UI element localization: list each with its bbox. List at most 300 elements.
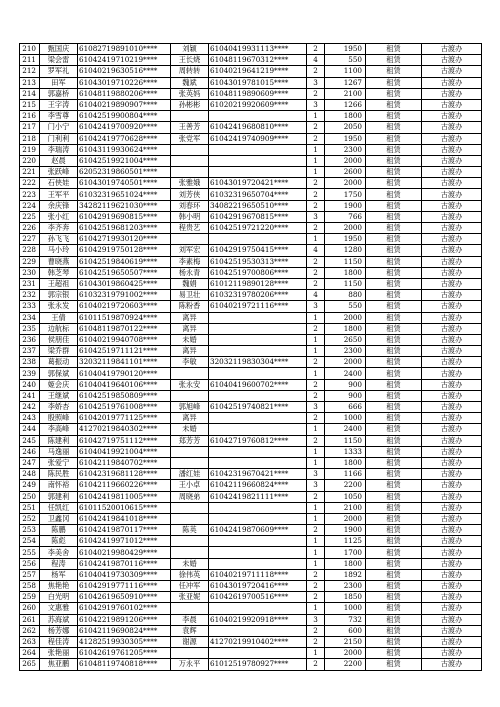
table-row (20, 346, 482, 357)
row-number-cell: 251 (20, 502, 40, 513)
row-number-cell: 231 (20, 278, 40, 289)
applicant-id-cell: 61042219891206**** (78, 614, 171, 625)
applicant-id-cell: 61042519840619**** (78, 256, 171, 267)
spouse-name-cell (171, 111, 209, 122)
applicant-name-cell: 罗军礼 (40, 66, 78, 77)
applicant-id-cell: 61040219980429**** (78, 547, 171, 558)
spouse-id-cell: 61042419821111**** (209, 491, 307, 502)
housing-type-cell: 租赁 (366, 44, 422, 55)
spouse-name-cell: 刘芳侠 (171, 189, 209, 200)
amount-cell: 2000 (325, 223, 366, 234)
household-size-cell: 1 (307, 513, 325, 524)
row-number-cell: 253 (20, 525, 40, 536)
amount-cell: 1333 (325, 446, 366, 457)
table-row (20, 368, 482, 379)
housing-type-cell: 租赁 (366, 167, 422, 178)
housing-type-cell: 租赁 (366, 368, 422, 379)
applicant-id-cell: 61042519850809**** (78, 390, 171, 401)
applicant-id-cell: 61042419811005**** (78, 491, 171, 502)
table-row (20, 211, 482, 222)
amount-cell: 2000 (325, 513, 366, 524)
housing-type-cell: 租赁 (366, 581, 422, 592)
spouse-name-cell: 孙彬彬 (171, 99, 209, 110)
spouse-name-cell: 未婚 (171, 558, 209, 569)
housing-type-cell: 租赁 (366, 603, 422, 614)
spouse-name-cell: 离异 (171, 312, 209, 323)
housing-type-cell: 租赁 (366, 435, 422, 446)
housing-type-cell: 租赁 (366, 625, 422, 636)
spouse-name-cell: 杨永青 (171, 267, 209, 278)
office-cell: 古渡办 (422, 111, 482, 122)
housing-type-cell: 租赁 (366, 536, 422, 547)
office-cell: 古渡办 (422, 614, 482, 625)
household-size-cell: 1 (307, 547, 325, 558)
spouse-id-cell: 61043019720421**** (209, 178, 307, 189)
housing-type-cell: 租赁 (366, 413, 422, 424)
applicant-id-cell: 61048119740818**** (78, 659, 171, 670)
spouse-name-cell: 袁辉 (171, 625, 209, 636)
applicant-name-cell: 文惠雅 (40, 603, 78, 614)
applicant-name-cell: 程佳涛 (40, 636, 78, 647)
applicant-name-cell: 门利利 (40, 133, 78, 144)
spouse-id-cell (209, 323, 307, 334)
applicant-id-cell: 61040219630516**** (78, 66, 171, 77)
table-row (20, 424, 482, 435)
applicant-id-cell: 61042119660226**** (78, 480, 171, 491)
office-cell: 古渡办 (422, 625, 482, 636)
applicant-name-cell: 王军平 (40, 189, 78, 200)
applicant-id-cell: 61082719891010**** (78, 44, 171, 55)
applicant-name-cell: 李瑞涛 (40, 144, 78, 155)
spouse-name-cell: 陈粉香 (171, 301, 209, 312)
household-size-cell: 1 (307, 334, 325, 345)
applicant-name-cell: 张永发 (40, 301, 78, 312)
applicant-name-cell: 田军 (40, 77, 78, 88)
amount-cell: 2100 (325, 88, 366, 99)
household-size-cell: 2 (307, 88, 325, 99)
applicant-id-cell: 61040219720603**** (78, 301, 171, 312)
amount-cell: 2000 (325, 357, 366, 368)
office-cell: 古渡办 (422, 659, 482, 670)
amount-cell: 880 (325, 290, 366, 301)
office-cell: 古渡办 (422, 379, 482, 390)
table-row (20, 357, 482, 368)
office-cell: 古渡办 (422, 144, 482, 155)
spouse-name-cell: 刘军宏 (171, 245, 209, 256)
spouse-name-cell: 离异 (171, 346, 209, 357)
applicant-name-cell: 梁会雷 (40, 55, 78, 66)
row-number-cell: 229 (20, 256, 40, 267)
office-cell: 古渡办 (422, 234, 482, 245)
spouse-name-cell: 韩小明 (171, 211, 209, 222)
amount-cell: 2150 (325, 636, 366, 647)
row-number-cell: 249 (20, 480, 40, 491)
applicant-name-cell: 郭宗银 (40, 290, 78, 301)
applicant-name-cell: 孙飞飞 (40, 234, 78, 245)
applicant-name-cell: 张爱宁 (40, 457, 78, 468)
household-size-cell: 2 (307, 66, 325, 77)
housing-type-cell: 租赁 (366, 491, 422, 502)
housing-type-cell: 租赁 (366, 424, 422, 435)
spouse-id-cell (209, 144, 307, 155)
amount-cell: 2200 (325, 480, 366, 491)
household-size-cell: 2 (307, 581, 325, 592)
housing-type-cell: 租赁 (366, 144, 422, 155)
spouse-name-cell (171, 155, 209, 166)
row-number-cell: 250 (20, 491, 40, 502)
applicant-name-cell: 王超祖 (40, 278, 78, 289)
amount-cell: 1150 (325, 278, 366, 289)
household-size-cell: 2 (307, 636, 325, 647)
amount-cell: 1166 (325, 469, 366, 480)
row-number-cell: 261 (20, 614, 40, 625)
applicant-name-cell: 石侠娃 (40, 178, 78, 189)
office-cell: 古渡办 (422, 211, 482, 222)
spouse-name-cell: 程贵艺 (171, 223, 209, 234)
household-size-cell: 2 (307, 189, 325, 200)
spouse-name-cell: 离异 (171, 413, 209, 424)
spouse-id-cell: 61042519721220**** (209, 223, 307, 234)
table-row (20, 200, 482, 211)
housing-type-cell: 租赁 (366, 346, 422, 357)
applicant-name-cell: 余庆锋 (40, 200, 78, 211)
applicant-id-cell: 61048119880206**** (78, 88, 171, 99)
office-cell: 古渡办 (422, 55, 482, 66)
table-row (20, 144, 482, 155)
applicant-name-cell: 程涛 (40, 558, 78, 569)
household-size-cell: 1 (307, 558, 325, 569)
amount-cell: 1800 (325, 267, 366, 278)
office-cell: 古渡办 (422, 581, 482, 592)
spouse-id-cell: 61040219721116**** (209, 301, 307, 312)
housing-type-cell: 租赁 (366, 77, 422, 88)
row-number-cell: 235 (20, 323, 40, 334)
row-number-cell: 221 (20, 167, 40, 178)
applicant-id-cell: 61043019860425**** (78, 278, 171, 289)
table-row (20, 547, 482, 558)
applicant-name-cell: 赵晨 (40, 155, 78, 166)
row-number-cell: 233 (20, 301, 40, 312)
spouse-id-cell: 61032319650704**** (209, 189, 307, 200)
spouse-name-cell (171, 513, 209, 524)
applicant-name-cell: 杨军 (40, 569, 78, 580)
table-row (20, 446, 482, 457)
office-cell: 古渡办 (422, 636, 482, 647)
row-number-cell: 224 (20, 200, 40, 211)
table-row (20, 223, 482, 234)
applicant-id-cell: 61042619761205**** (78, 648, 171, 659)
spouse-name-cell (171, 603, 209, 614)
spouse-id-cell: 61040219711118**** (209, 569, 307, 580)
applicant-id-cell: 61048119870122**** (78, 323, 171, 334)
table-row (20, 435, 482, 446)
applicant-name-cell: 曹晓燕 (40, 256, 78, 267)
office-cell: 古渡办 (422, 592, 482, 603)
row-number-cell: 238 (20, 357, 40, 368)
applicant-id-cell: 61042519711121**** (78, 346, 171, 357)
housing-type-cell: 租赁 (366, 245, 422, 256)
spouse-name-cell: 魏斌 (171, 77, 209, 88)
table-row (20, 625, 482, 636)
spouse-id-cell: 32032119830304**** (209, 357, 307, 368)
spouse-id-cell: 61020219920609**** (209, 99, 307, 110)
amount-cell: 2600 (325, 167, 366, 178)
amount-cell: 1150 (325, 256, 366, 267)
row-number-cell: 222 (20, 178, 40, 189)
spouse-id-cell: 61032319780206**** (209, 290, 307, 301)
office-cell: 古渡办 (422, 267, 482, 278)
spouse-id-cell (209, 346, 307, 357)
amount-cell: 1125 (325, 536, 366, 547)
applicant-id-cell: 61042519900804**** (78, 111, 171, 122)
spouse-name-cell (171, 536, 209, 547)
office-cell: 古渡办 (422, 547, 482, 558)
household-size-cell: 1 (307, 312, 325, 323)
office-cell: 古渡办 (422, 301, 482, 312)
applicant-id-cell: 61043119930624**** (78, 144, 171, 155)
applicant-name-cell: 王继斌 (40, 390, 78, 401)
housing-type-cell: 租赁 (366, 200, 422, 211)
applicant-name-cell: 葛振动 (40, 357, 78, 368)
office-cell: 古渡办 (422, 278, 482, 289)
row-number-cell: 259 (20, 592, 40, 603)
household-size-cell: 2 (307, 200, 325, 211)
household-size-cell: 1 (307, 603, 325, 614)
row-number-cell: 218 (20, 133, 40, 144)
housing-type-cell: 租赁 (366, 267, 422, 278)
housing-type-cell: 租赁 (366, 402, 422, 413)
office-cell: 古渡办 (422, 44, 482, 55)
household-size-cell: 2 (307, 569, 325, 580)
office-cell: 古渡办 (422, 200, 482, 211)
amount-cell: 1280 (325, 245, 366, 256)
table-row (20, 413, 482, 424)
applicant-id-cell: 34282119621030**** (78, 200, 171, 211)
household-size-cell: 3 (307, 480, 325, 491)
table-row (20, 44, 482, 55)
household-size-cell: 1 (307, 111, 325, 122)
applicant-name-cell: 白光明 (40, 592, 78, 603)
applicant-name-cell: 郭嘉桥 (40, 88, 78, 99)
row-number-cell: 240 (20, 379, 40, 390)
row-number-cell: 243 (20, 413, 40, 424)
household-size-cell: 2 (307, 357, 325, 368)
spouse-name-cell (171, 457, 209, 468)
office-cell: 古渡办 (422, 502, 482, 513)
applicant-id-cell: 61032319651024**** (78, 189, 171, 200)
spouse-name-cell: 李晨 (171, 614, 209, 625)
applicant-id-cell: 61042719751112**** (78, 435, 171, 446)
office-cell: 古渡办 (422, 66, 482, 77)
household-size-cell: 2 (307, 592, 325, 603)
amount-cell: 2000 (325, 648, 366, 659)
applicant-name-cell: 陈彪 (40, 536, 78, 547)
applicant-id-cell: 61042419870116**** (78, 558, 171, 569)
spouse-name-cell: 周晓弟 (171, 491, 209, 502)
spouse-id-cell: 61042919670815**** (209, 211, 307, 222)
row-number-cell: 257 (20, 569, 40, 580)
applicant-id-cell: 61042519761008**** (78, 402, 171, 413)
spouse-id-cell: 61042519740821**** (209, 402, 307, 413)
spouse-name-cell (171, 390, 209, 401)
household-size-cell: 2 (307, 413, 325, 424)
housing-type-cell: 租赁 (366, 659, 422, 670)
amount-cell: 1800 (325, 323, 366, 334)
office-cell: 古渡办 (422, 569, 482, 580)
applicant-name-cell: 陈民胜 (40, 469, 78, 480)
table-body (20, 44, 482, 671)
office-cell: 古渡办 (422, 133, 482, 144)
applicant-id-cell: 61042119690824**** (78, 625, 171, 636)
table-row (20, 525, 482, 536)
amount-cell: 1800 (325, 558, 366, 569)
housing-type-cell: 租赁 (366, 357, 422, 368)
amount-cell: 1100 (325, 66, 366, 77)
amount-cell: 2300 (325, 346, 366, 357)
office-cell: 古渡办 (422, 290, 482, 301)
spouse-id-cell: 61042319670421**** (209, 469, 307, 480)
applicant-id-cell: 61040419790120**** (78, 368, 171, 379)
spouse-name-cell: 刘春环 (171, 200, 209, 211)
row-number-cell: 262 (20, 625, 40, 636)
spouse-name-cell: 郑芳芳 (171, 435, 209, 446)
applicant-id-cell: 61042419700920**** (78, 122, 171, 133)
applicant-id-cell: 41282519930305**** (78, 636, 171, 647)
row-number-cell: 252 (20, 513, 40, 524)
housing-type-cell: 租赁 (366, 457, 422, 468)
housing-type-cell: 租赁 (366, 122, 422, 133)
office-cell: 古渡办 (422, 435, 482, 446)
row-number-cell: 230 (20, 267, 40, 278)
amount-cell: 1800 (325, 111, 366, 122)
office-cell: 古渡办 (422, 402, 482, 413)
office-cell: 古渡办 (422, 457, 482, 468)
household-size-cell: 3 (307, 211, 325, 222)
table-row (20, 267, 482, 278)
spouse-name-cell: 万永平 (171, 659, 209, 670)
spouse-id-cell: 61040219641219**** (209, 66, 307, 77)
household-size-cell: 3 (307, 77, 325, 88)
applicant-name-cell: 韩芝琴 (40, 267, 78, 278)
row-number-cell: 227 (20, 234, 40, 245)
row-number-cell: 258 (20, 581, 40, 592)
household-size-cell: 1 (307, 424, 325, 435)
amount-cell: 1892 (325, 569, 366, 580)
table-row (20, 457, 482, 468)
amount-cell: 2400 (325, 368, 366, 379)
row-number-cell: 245 (20, 435, 40, 446)
spouse-id-cell (209, 334, 307, 345)
applicant-name-cell: 侯朋佳 (40, 334, 78, 345)
spouse-name-cell: 谢源 (171, 636, 209, 647)
spouse-id-cell (209, 603, 307, 614)
row-number-cell: 264 (20, 648, 40, 659)
housing-type-cell: 租赁 (366, 334, 422, 345)
table-row (20, 558, 482, 569)
spouse-name-cell: 魏娟 (171, 278, 209, 289)
applicant-name-cell: 王倩 (40, 312, 78, 323)
office-cell: 古渡办 (422, 513, 482, 524)
row-number-cell: 215 (20, 99, 40, 110)
housing-type-cell: 租赁 (366, 111, 422, 122)
applicant-id-cell: 61043019740501**** (78, 178, 171, 189)
household-size-cell: 2 (307, 659, 325, 670)
housing-type-cell: 租赁 (366, 614, 422, 625)
housing-type-cell: 租赁 (366, 301, 422, 312)
household-size-cell: 4 (307, 245, 325, 256)
spouse-id-cell: 61043019781015**** (209, 77, 307, 88)
housing-type-cell: 租赁 (366, 446, 422, 457)
applicant-name-cell: 陈建利 (40, 435, 78, 446)
applicant-name-cell: 殷照峰 (40, 413, 78, 424)
housing-type-cell: 租赁 (366, 379, 422, 390)
spouse-id-cell: 61042519530313**** (209, 256, 307, 267)
table-row (20, 312, 482, 323)
household-size-cell: 2 (307, 133, 325, 144)
spouse-id-cell (209, 502, 307, 513)
applicant-name-cell: 甄国庆 (40, 44, 78, 55)
spouse-name-cell: 周转转 (171, 66, 209, 77)
office-cell: 古渡办 (422, 178, 482, 189)
table-row (20, 290, 482, 301)
spouse-id-cell: 41270219910402**** (209, 636, 307, 647)
household-size-cell: 1 (307, 502, 325, 513)
applicant-id-cell: 61042719930120**** (78, 234, 171, 245)
applicant-id-cell: 61042519650507**** (78, 267, 171, 278)
office-cell: 古渡办 (422, 469, 482, 480)
spouse-id-cell: 61040419931113**** (209, 44, 307, 55)
housing-type-cell: 租赁 (366, 55, 422, 66)
housing-type-cell: 租赁 (366, 211, 422, 222)
spouse-id-cell: 61012519780927**** (209, 659, 307, 670)
table-row (20, 469, 482, 480)
row-number-cell: 210 (20, 44, 40, 55)
housing-type-cell: 租赁 (366, 390, 422, 401)
row-number-cell: 241 (20, 390, 40, 401)
table-row (20, 334, 482, 345)
household-size-cell: 2 (307, 491, 325, 502)
applicant-id-cell: 61011520010615**** (78, 502, 171, 513)
applicant-name-cell: 焦亚鹏 (40, 659, 78, 670)
applicant-id-cell: 61040219890907**** (78, 99, 171, 110)
row-number-cell: 234 (20, 312, 40, 323)
row-number-cell: 217 (20, 122, 40, 133)
household-size-cell: 2 (307, 256, 325, 267)
housing-type-cell: 租赁 (366, 155, 422, 166)
amount-cell: 600 (325, 625, 366, 636)
row-number-cell: 255 (20, 547, 40, 558)
spouse-id-cell (209, 446, 307, 457)
office-cell: 古渡办 (422, 167, 482, 178)
spouse-id-cell: 61048119670312**** (209, 55, 307, 66)
spouse-id-cell (209, 536, 307, 547)
table-row (20, 569, 482, 580)
office-cell: 古渡办 (422, 99, 482, 110)
applicant-id-cell: 61040419640106**** (78, 379, 171, 390)
household-size-cell: 3 (307, 614, 325, 625)
housing-type-cell: 租赁 (366, 323, 422, 334)
amount-cell: 1267 (325, 77, 366, 88)
spouse-id-cell (209, 155, 307, 166)
amount-cell: 1150 (325, 435, 366, 446)
applicant-id-cell: 61042919750128**** (78, 245, 171, 256)
spouse-id-cell: 61048119890609**** (209, 88, 307, 99)
office-cell: 古渡办 (422, 525, 482, 536)
household-size-cell: 2 (307, 267, 325, 278)
housing-type-cell: 租赁 (366, 592, 422, 603)
row-number-cell: 237 (20, 346, 40, 357)
spouse-name-cell (171, 502, 209, 513)
